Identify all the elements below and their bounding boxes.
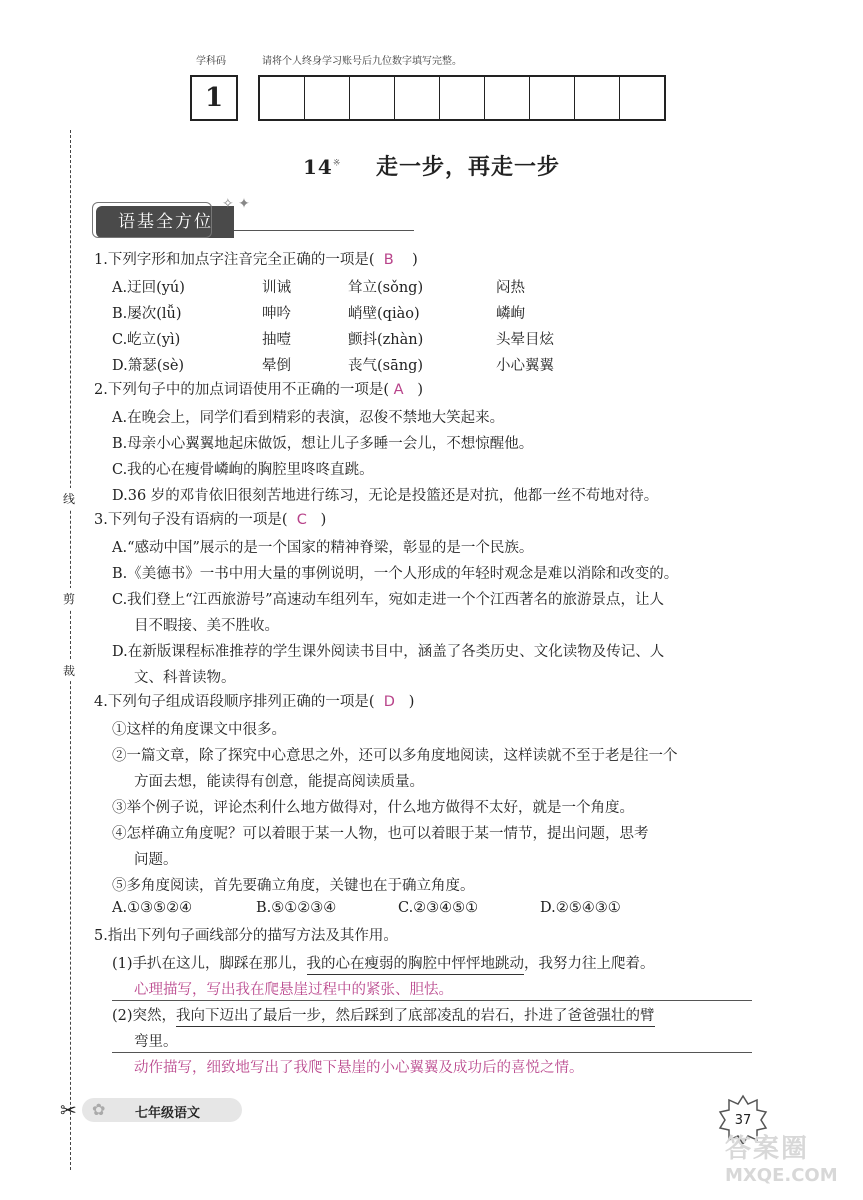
account-digit-box[interactable] — [440, 77, 485, 119]
q1-row-a-3: 耸立(sǒng) — [348, 280, 424, 296]
q4-sentence-1: ①这样的角度课文中很多。 — [112, 722, 286, 738]
q5-answer-2: 动作描写，细致地写出了我爬下悬崖的小心翼翼及成功后的喜悦之情。 — [134, 1060, 584, 1076]
q3-option-a: A.“感动中国”展示的是一个国家的精神脊梁，彰显的是一个民族。 — [112, 540, 534, 556]
lesson-title — [0, 150, 863, 181]
q3-option-c: C.我们登上“江西旅游号”高速动车组列车，宛如走进一个个江西著名的旅游景点，让人 — [112, 592, 665, 608]
q5-answer-1-line — [112, 1000, 752, 1001]
q1-row-a-1: A.迂回(yú) — [112, 280, 185, 296]
q1-stem — [94, 250, 418, 270]
q5-s2-underlined: 我向下迈出了最后一步，然后踩到了底部凌乱的岩石，扑进了爸爸强壮的臂 — [176, 1008, 655, 1027]
q1-row-a-4: 闷热 — [496, 280, 525, 296]
q4-choice-c: C.②③④⑤① — [398, 900, 479, 916]
q5-s1-underlined: 我的心在瘦弱的胸腔中怦怦地跳动 — [307, 956, 525, 975]
account-digit-box[interactable] — [350, 77, 395, 119]
q5-sentence-1 — [112, 952, 655, 973]
cut-label-line: 线 — [63, 488, 75, 509]
q3-option-d-cont: 文、科普读物。 — [134, 670, 236, 686]
q2-option-b: B.母亲小心翼翼地起床做饭，想让儿子多睡一会儿，不想惊醒他。 — [112, 436, 534, 452]
account-digit-box[interactable] — [530, 77, 575, 119]
cut-label-trim: 裁 — [63, 660, 75, 681]
q1-row-c-4: 头晕目炫 — [496, 332, 554, 348]
q3-option-b: B.《美德书》一书中用大量的事例说明，一个人形成的年轻时观念是难以消除和改变的。 — [112, 566, 679, 582]
q1-answer: B — [383, 252, 394, 268]
q3-option-d: D.在新版课程标准推荐的学生课外阅读书目中，涵盖了各类历史、文化读物及传记、人 — [112, 644, 665, 660]
q2-option-d: D.36 岁的邓肯依旧很刻苦地进行练习，无论是投篮还是对抗，他都一丝不苟地对待。 — [112, 488, 659, 504]
q3-stem-text: 3.下列句子没有语病的一项是( — [94, 512, 288, 528]
subject-code-box: 1 — [190, 75, 238, 121]
q1-row-b-1: B.屡次(lǚ) — [112, 306, 182, 322]
q5-s2-pre: (2)突然， — [112, 1008, 177, 1024]
page-number: 37 — [734, 1113, 752, 1128]
account-instruction: 请将个人终身学习账号后九位数字填写完整。 — [262, 56, 462, 67]
q1-row-d-2: 晕倒 — [262, 358, 291, 374]
q2-answer: A — [393, 382, 404, 398]
q5-answer-1: 心理描写，写出我在爬悬崖过程中的紧张、胆怯。 — [134, 982, 453, 998]
q4-sentence-2-cont: 方面去想，能读得有创意，能提高阅读质量。 — [134, 774, 424, 790]
q4-sentence-2: ②一篇文章，除了探究中心意思之外，还可以多角度地阅读，这样读就不至于老是往一个 — [112, 748, 678, 764]
section-tag-label: 语基全方位 — [118, 212, 213, 232]
q1-row-b-3: 峭壁(qiào) — [348, 306, 420, 322]
q5-s2-underlined-cont: 弯里 — [134, 1034, 163, 1053]
cut-label-cut: 剪 — [63, 588, 75, 609]
q5-stem: 5.指出下列句子画线部分的描写方法及其作用。 — [94, 928, 398, 944]
watermark — [725, 1128, 838, 1186]
q5-answer-2-line-top — [112, 1052, 752, 1053]
q1-close: ) — [412, 252, 418, 268]
q2-stem — [94, 380, 423, 400]
q1-row-c-2: 抽噎 — [262, 332, 291, 348]
section-tag — [96, 206, 234, 238]
q1-row-b-2: 呻吟 — [262, 306, 291, 322]
account-digit-box[interactable] — [260, 77, 305, 119]
lesson-number: 14 — [302, 155, 333, 179]
q1-row-c-3: 颤抖(zhàn) — [348, 332, 424, 348]
q1-stem-text: 1.下列字形和加点字注音完全正确的一项是( — [94, 252, 375, 268]
q2-option-c: C.我的心在瘦骨嶙峋的胸腔里咚咚直跳。 — [112, 462, 374, 478]
q5-s2-post: 。 — [163, 1034, 178, 1050]
q1-row-d-4: 小心翼翼 — [496, 358, 554, 374]
account-digit-box[interactable] — [620, 77, 664, 119]
q1-row-d-3: 丧气(sāng) — [348, 358, 424, 374]
q4-choice-b: B.⑤①②③④ — [256, 900, 337, 916]
q4-choice-a: A.①③⑤②④ — [112, 900, 193, 916]
watermark-line2: MXQE.COM — [725, 1165, 838, 1186]
q4-sentence-4: ④怎样确立角度呢？可以着眼于某一人物，也可以着眼于某一情节，提出问题，思考 — [112, 826, 649, 842]
q4-close: ) — [408, 694, 415, 710]
q2-close: ) — [417, 382, 424, 398]
scissors-icon: ✂ — [60, 1098, 77, 1122]
q5-sentence-2-cont — [134, 1030, 178, 1051]
account-digit-box[interactable] — [395, 77, 440, 119]
account-number-boxes[interactable] — [258, 75, 666, 121]
lesson-title-text: 走一步，再走一步 — [376, 154, 561, 180]
lesson-mark: ※ — [332, 158, 342, 169]
q4-sentence-4-cont: 问题。 — [134, 852, 178, 868]
q3-option-c-cont: 目不暇接、美不胜收。 — [134, 618, 279, 634]
section-tag-frame — [92, 202, 212, 238]
subject-code-label: 学科码 — [196, 56, 226, 67]
sparkle-icon: ✧ ✦ — [222, 196, 250, 212]
account-digit-box[interactable] — [305, 77, 350, 119]
q5-s1-pre: (1)手扒在这儿，脚踩在那儿， — [112, 956, 307, 972]
q5-sentence-2 — [112, 1004, 655, 1025]
q5-s1-post: ，我努力往上爬着。 — [524, 956, 655, 972]
flower-icon: ✿ — [92, 1100, 106, 1119]
q4-answer: D — [383, 694, 395, 710]
account-digit-box[interactable] — [485, 77, 530, 119]
q1-row-b-4: 嶙峋 — [496, 306, 525, 322]
q1-row-c-1: C.屹立(yì) — [112, 332, 181, 348]
q3-stem — [94, 510, 326, 530]
q4-choice-d: D.②⑤④③① — [540, 900, 621, 916]
q2-stem-text: 2.下列句子中的加点词语使用不正确的一项是( — [94, 382, 389, 398]
q2-option-a: A.在晚会上，同学们看到精彩的表演，忍俊不禁地大笑起来。 — [112, 410, 505, 426]
watermark-line1: 答案圈 — [725, 1134, 810, 1164]
q4-sentence-5: ⑤多角度阅读，首先要确立角度，关键也在于确立角度。 — [112, 878, 475, 894]
q1-row-a-2: 训诫 — [262, 280, 291, 296]
footer-subject: 七年级语文 — [135, 1106, 201, 1121]
account-digit-box[interactable] — [575, 77, 620, 119]
q4-stem — [94, 692, 414, 712]
q3-answer: C — [296, 512, 307, 528]
q4-sentence-3: ③举个例子说，评论杰利什么地方做得对，什么地方做得不太好，就是一个角度。 — [112, 800, 634, 816]
q1-row-d-1: D.箫瑟(sè) — [112, 358, 185, 374]
q4-stem-text: 4.下列句子组成语段顺序排列正确的一项是( — [94, 694, 375, 710]
q3-close: ) — [320, 512, 327, 528]
cut-line — [70, 130, 71, 1170]
